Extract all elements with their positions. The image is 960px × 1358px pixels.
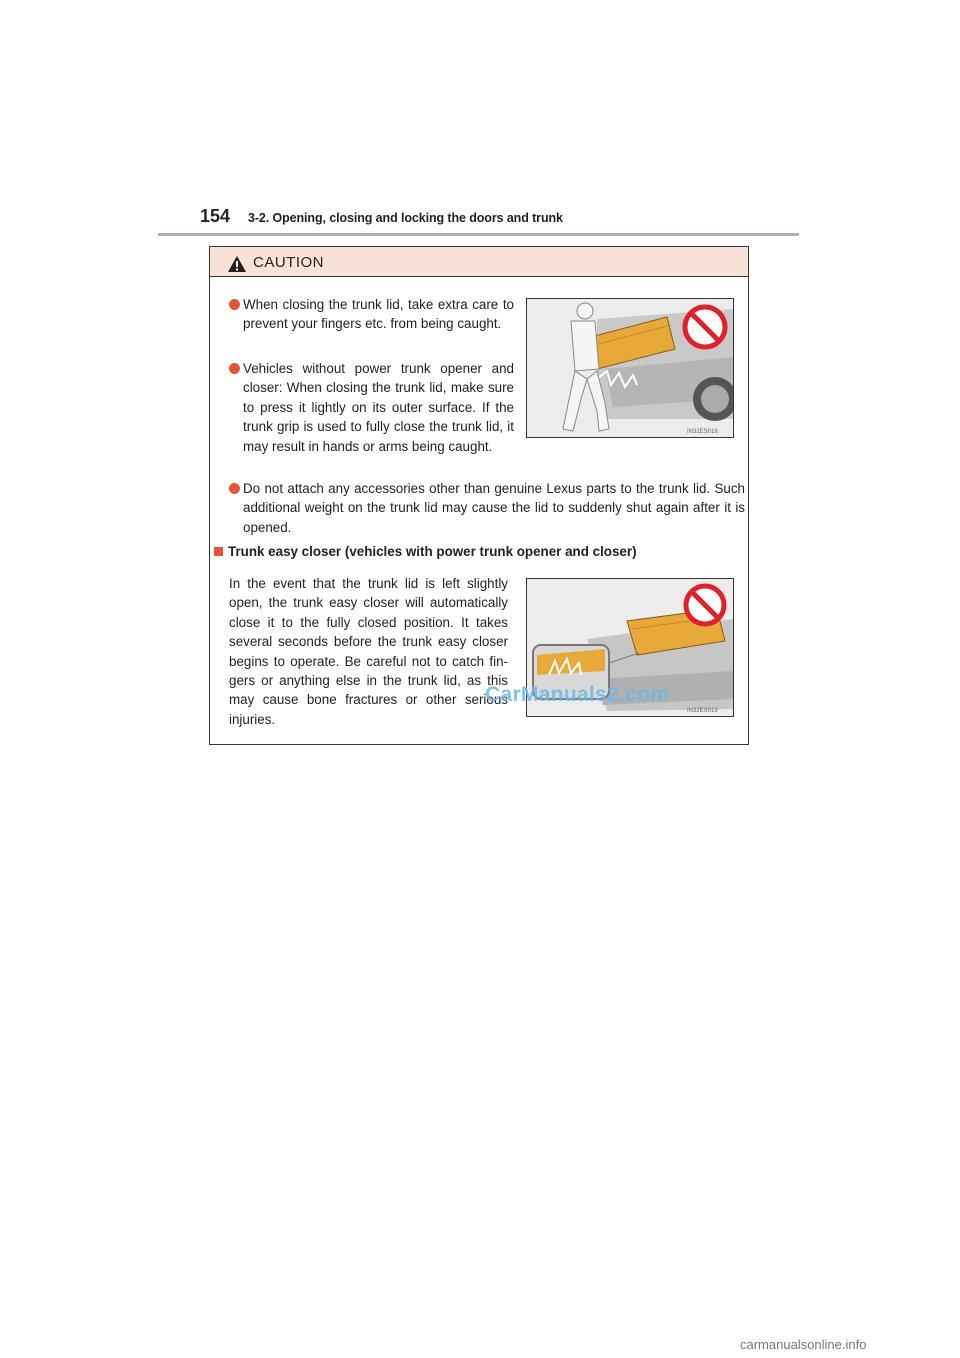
bullet-text: When closing the trunk lid, take extra care to prevent your fingers etc. from being caught.: [243, 297, 514, 332]
bullet-dot-icon: [229, 483, 240, 494]
figure-code: IN32ES018: [687, 429, 718, 435]
bullet-text: Do not attach any accessories other than genuine Lexus parts to the trunk lid. Such additional weight on the trunk lid may cause the lid to suddenly shut again after it is opened.: [243, 481, 745, 535]
caution-label: CAUTION: [253, 254, 324, 271]
easy-closer-paragraph: In the event that the trunk lid is left slightly open, the trunk easy closer will automatically close it to the fully closed position. It takes several seconds before the trunk easy closer begins to operate. Be careful not to catch fin-gers or anything else in the trunk lid, as this may cause bone fractures or other serious injuries.: [229, 576, 508, 727]
caution-bullet: [229, 295, 514, 334]
bullet-dot-icon: [229, 299, 240, 310]
bullet-text: Vehicles without power trunk opener and closer: When closing the trunk lid, make sure to press it lightly on its outer surface. If the trunk grip is used to fully close the trunk lid, it may result in hands or arms being caught.: [243, 361, 514, 454]
section-title: 3-2. Opening, closing and locking the doors and trunk: [248, 211, 563, 225]
subheading-text: Trunk easy closer (vehicles with power trunk opener and closer): [228, 544, 637, 559]
footer-watermark: carmanualsonline.info: [740, 1337, 867, 1352]
caution-box: [209, 246, 749, 745]
watermark-link[interactable]: CarManuals2.com: [485, 683, 670, 706]
caution-bullet: [229, 359, 514, 456]
header-divider: [158, 233, 799, 236]
caution-header: [210, 247, 748, 277]
warning-triangle-icon: [227, 255, 247, 273]
page-number: 154: [200, 206, 231, 226]
figure-code: IN32ES019: [687, 708, 718, 714]
caution-bullet: [229, 479, 745, 537]
subheading: [214, 544, 637, 559]
page-header: [158, 206, 799, 236]
square-bullet-icon: [214, 547, 223, 556]
figure-trunk-closing: [526, 298, 734, 438]
bullet-dot-icon: [229, 363, 240, 374]
trunk-closing-illustration: [527, 299, 733, 437]
